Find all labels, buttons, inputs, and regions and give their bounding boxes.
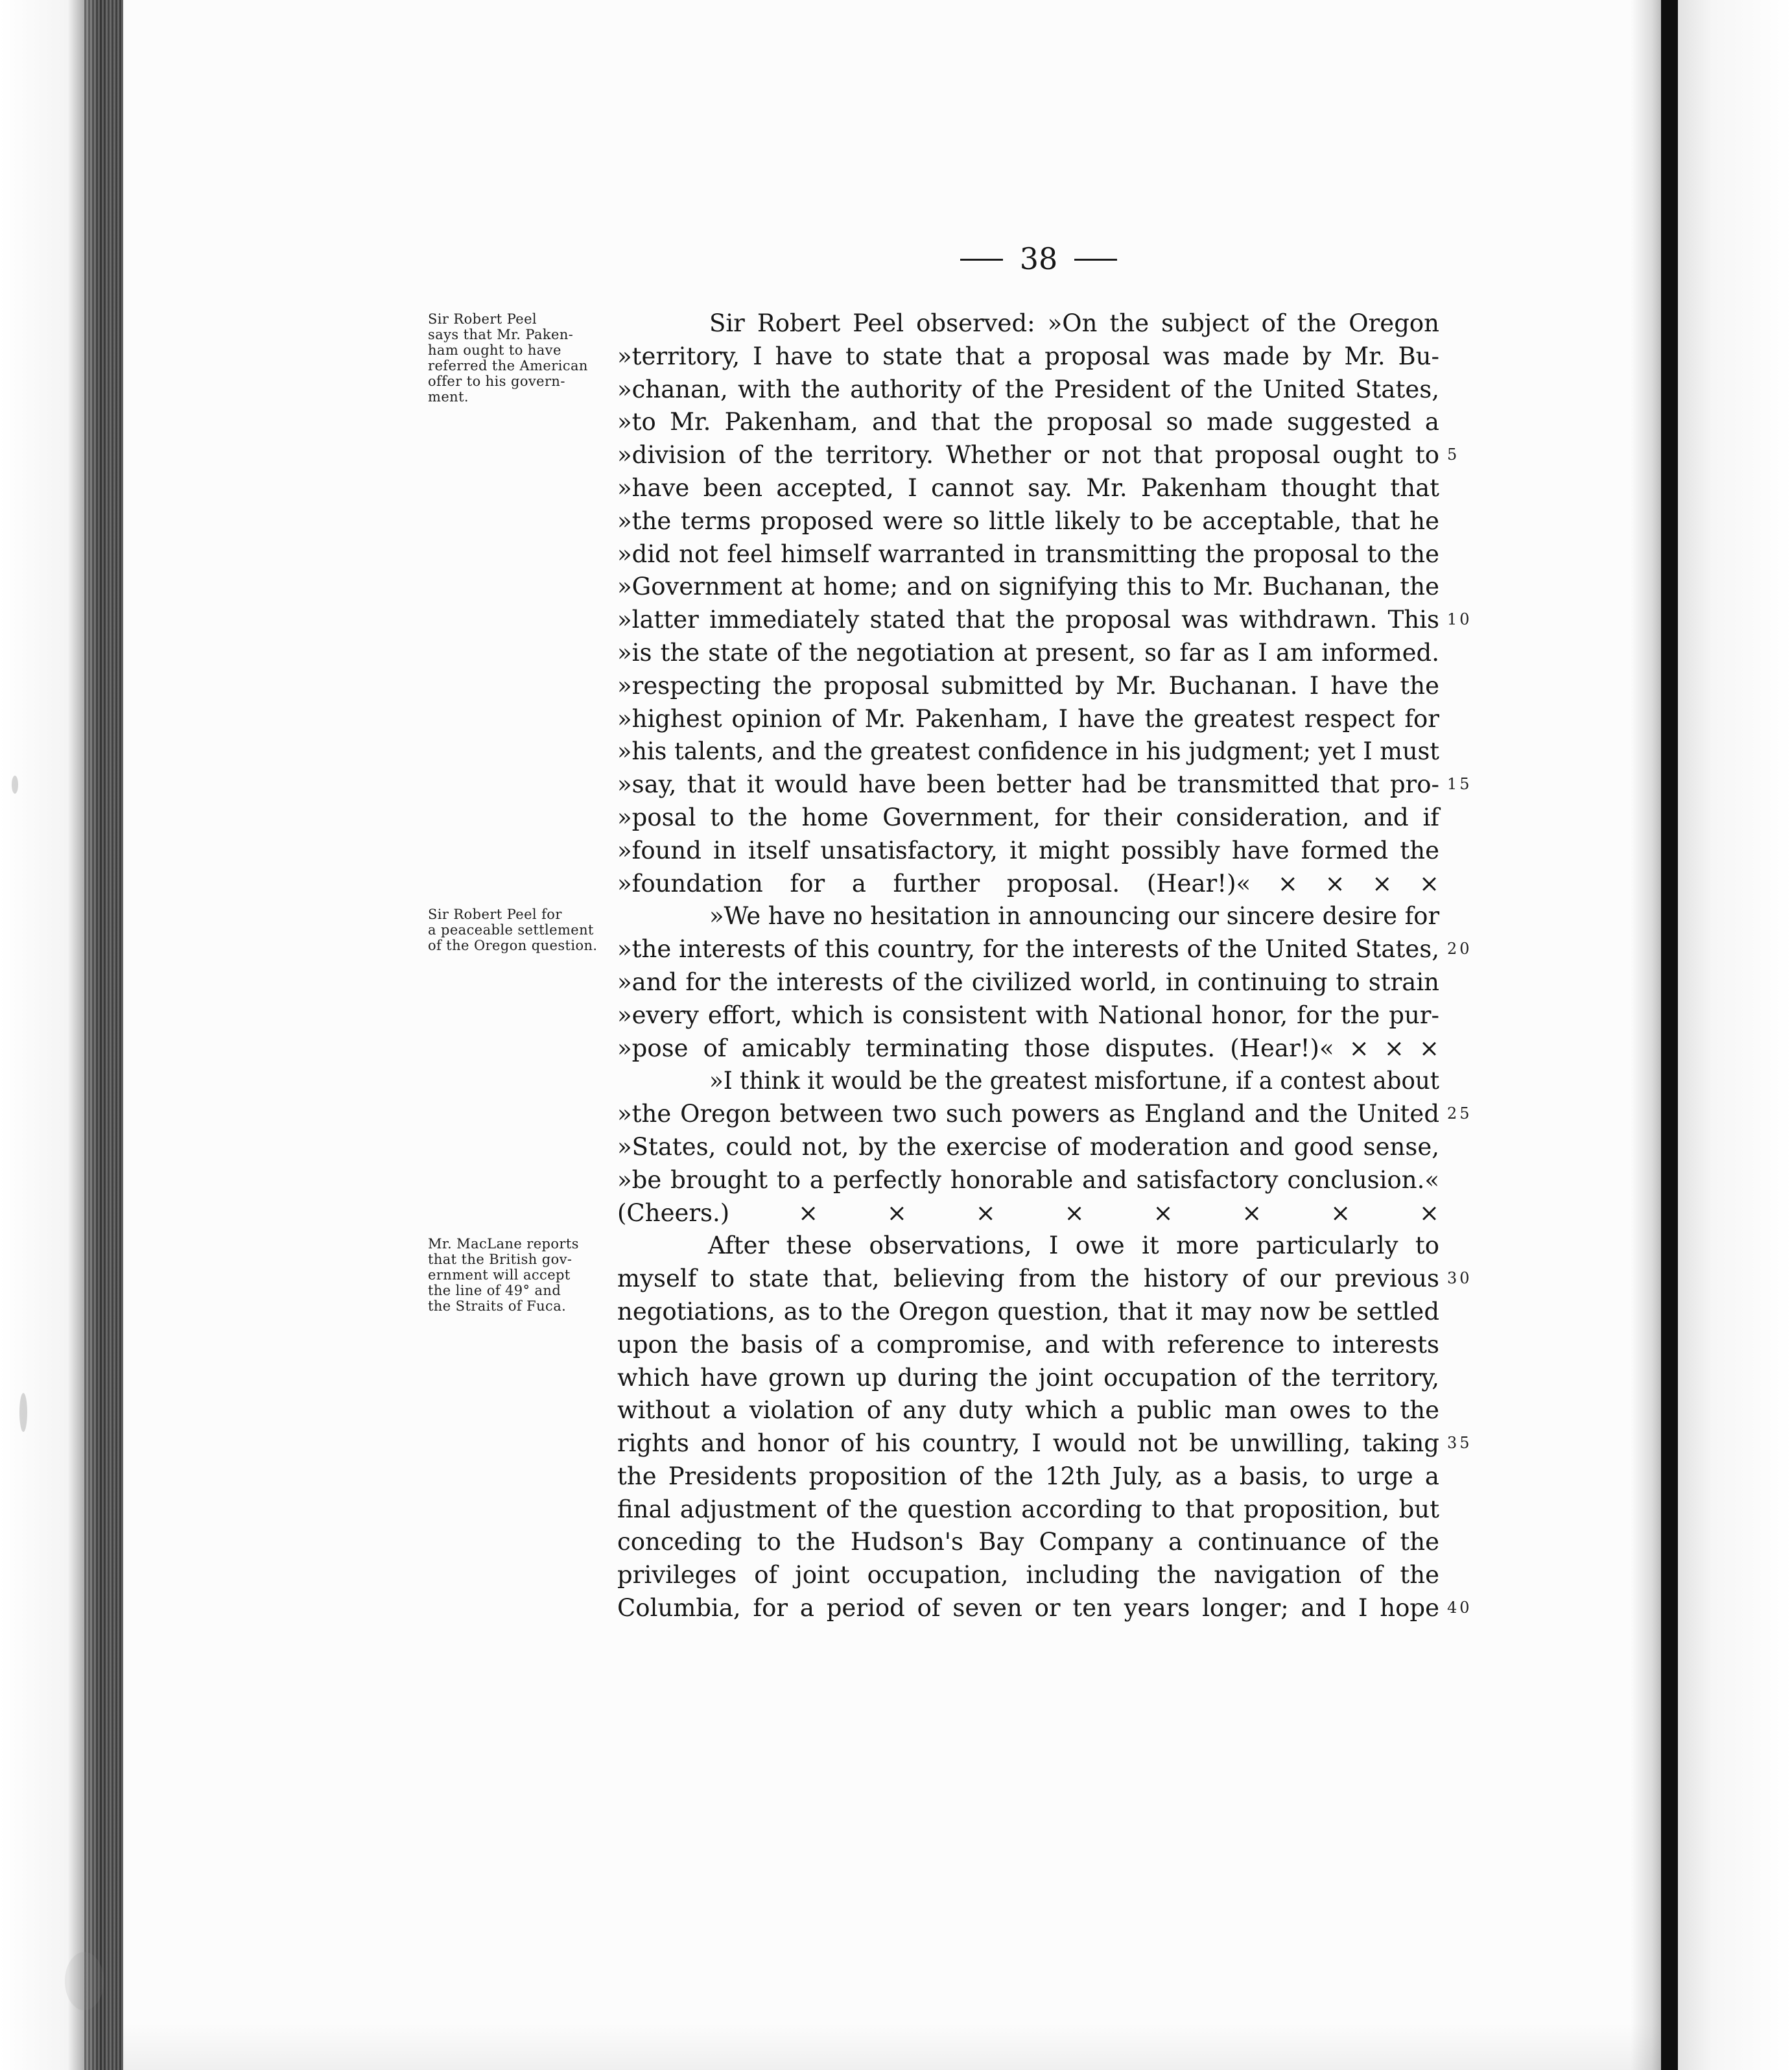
- body-line: [617, 406, 1439, 439]
- margin-note-line: Sir Robert Peel: [428, 311, 537, 327]
- body-line: [617, 505, 1439, 538]
- page-gutter: [1661, 0, 1678, 2070]
- body-line-text: »every effort, which is consistent with National honor, for the pur-: [617, 1001, 1439, 1029]
- body-line-text: »did not feel himself warranted in transmitting the proposal to the: [617, 540, 1439, 568]
- margin-note-line: that the British gov-: [428, 1252, 572, 1267]
- margin-note-peaceable-settlement: [428, 907, 609, 953]
- body-line: [617, 1526, 1439, 1559]
- body-line-text: negotiations, as to the Oregon question, that it may now be settled: [617, 1297, 1439, 1326]
- body-line-text: (Cheers.) × × × × × × × ×: [617, 1198, 1439, 1227]
- body-line: [617, 1032, 1439, 1065]
- body-line-text: »say, that it would have been better had be transmitted that pro-: [617, 770, 1439, 799]
- body-line: [617, 1559, 1439, 1592]
- body-line: [617, 374, 1439, 407]
- body-line-text: upon the basis of a compromise, and with reference to interests: [617, 1330, 1439, 1359]
- scan-smudge: [12, 776, 18, 794]
- body-line: [617, 340, 1439, 374]
- line-number: 20: [1447, 940, 1472, 958]
- body-line-text: »be brought to a perfectly honorable and satisfactory conclusion.«: [617, 1165, 1439, 1194]
- next-page-edge: [1678, 0, 1792, 2070]
- body-line: [617, 538, 1439, 571]
- body-line-text: »foundation for a further proposal. (Hear!)« × × × ×: [617, 869, 1439, 898]
- margin-note-maclane-reports: [428, 1236, 609, 1314]
- body-line: [617, 1131, 1439, 1164]
- body-line: [617, 1098, 1439, 1131]
- body-line-text: rights and honor of his country, I would not be unwilling, taking: [617, 1429, 1439, 1458]
- body-line: [617, 1362, 1439, 1395]
- body-line: [617, 571, 1439, 604]
- body-line-text: »highest opinion of Mr. Pakenham, I have the greatest respect for: [617, 704, 1439, 733]
- body-line-text: »his talents, and the greatest confidence in his judgment; yet I must: [617, 737, 1439, 766]
- body-line: [617, 1427, 1439, 1460]
- line-number: 35: [1447, 1434, 1472, 1452]
- body-line: [617, 1460, 1439, 1493]
- body-line: [617, 1065, 1439, 1098]
- page-number-header: [941, 241, 1136, 276]
- body-line-text: »Government at home; and on signifying this to Mr. Buchanan, the: [617, 573, 1439, 601]
- body-line-text: After these observations, I owe it more particularly to: [708, 1231, 1439, 1260]
- scan-binding-stripes: [84, 0, 123, 2070]
- page-number: 38: [1019, 241, 1058, 276]
- margin-note-line: the Straits of Fuca.: [428, 1298, 567, 1314]
- body-line-text: myself to state that, believing from the history of our previous: [617, 1265, 1439, 1293]
- margin-note-line: says that Mr. Paken-: [428, 327, 574, 342]
- line-number: 30: [1447, 1269, 1472, 1287]
- margin-note-line: of the Oregon question.: [428, 938, 598, 953]
- body-line-text: »chanan, with the authority of the President of the United States,: [617, 375, 1439, 403]
- body-line: [617, 933, 1439, 966]
- body-line-text: »respecting the proposal submitted by Mr. Buchanan. I have the: [617, 671, 1439, 700]
- body-line: [617, 670, 1439, 703]
- body-line: [617, 1329, 1439, 1362]
- body-line: [617, 1197, 1439, 1230]
- line-number: 40: [1447, 1599, 1472, 1617]
- margin-note-line: the line of 49° and: [428, 1283, 561, 1298]
- body-line-text: »division of the territory. Whether or not that proposal ought to: [617, 441, 1439, 470]
- body-line: [617, 768, 1439, 802]
- margin-note-line: ham ought to have: [428, 342, 561, 358]
- body-line: [617, 735, 1439, 768]
- header-dash-right: [1074, 259, 1117, 261]
- body-line-text: »to Mr. Pakenham, and that the proposal so made suggested a: [617, 408, 1439, 436]
- body-line-text: which have grown up during the joint occupation of the territory,: [617, 1363, 1439, 1392]
- margin-note-peel-pakenham: [428, 311, 609, 405]
- body-line-text: Columbia, for a period of seven or ten years longer; and I hope: [617, 1594, 1439, 1623]
- body-line-text: »is the state of the negotiation at present, so far as I am informed.: [617, 638, 1439, 667]
- body-line-text: »latter immediately stated that the proposal was withdrawn. This: [617, 606, 1439, 634]
- body-line-text: »and for the interests of the civilized world, in continuing to strain: [617, 968, 1439, 996]
- line-number: 25: [1447, 1104, 1472, 1123]
- body-line-text: privileges of joint occupation, including the navigation of the: [617, 1561, 1439, 1589]
- scan-smudge: [65, 1952, 104, 2010]
- body-line: [617, 1230, 1439, 1263]
- margin-note-line: referred the American: [428, 358, 588, 374]
- margin-note-line: ment.: [428, 389, 469, 405]
- body-line: [617, 868, 1439, 901]
- body-line: [617, 802, 1439, 835]
- body-line: [617, 1394, 1439, 1427]
- line-number: 15: [1447, 775, 1472, 793]
- body-line-text: final adjustment of the question according to that proposition, but: [617, 1495, 1439, 1523]
- body-line: [617, 472, 1439, 505]
- body-line-text: »pose of amicably terminating those disputes. (Hear!)« × × ×: [617, 1034, 1439, 1062]
- body-line-text: »the interests of this country, for the interests of the United States,: [617, 935, 1439, 964]
- body-line: [617, 439, 1439, 472]
- body-line-text: »the Oregon between two such powers as England and the United: [617, 1100, 1439, 1128]
- page-bottom-shadow: [123, 2023, 1661, 2070]
- body-line-text: »I think it would be the greatest misfortune, if a contest about: [709, 1067, 1440, 1095]
- body-line: [617, 900, 1439, 933]
- body-line-text: »posal to the home Government, for their consideration, and if: [617, 803, 1439, 831]
- body-line-text: »States, could not, by the exercise of moderation and good sense,: [617, 1132, 1439, 1161]
- body-line-text: conceding to the Hudson's Bay Company a continuance of the: [617, 1528, 1439, 1556]
- body-line: [617, 637, 1439, 670]
- body-line: [617, 835, 1439, 868]
- body-line: [617, 307, 1439, 340]
- body-line: [617, 999, 1439, 1032]
- body-line: [617, 1493, 1439, 1527]
- body-line-text: »territory, I have to state that a proposal was made by Mr. Bu-: [617, 342, 1439, 370]
- body-line: [617, 703, 1439, 736]
- scan-smudge: [19, 1393, 27, 1432]
- line-number: 10: [1447, 610, 1472, 628]
- body-text: [617, 307, 1439, 1625]
- body-line-text: Sir Robert Peel observed: »On the subject of the Oregon: [709, 309, 1439, 337]
- body-line-text: »have been accepted, I cannot say. Mr. Pakenham thought that: [617, 473, 1439, 502]
- body-line: [617, 1296, 1439, 1329]
- body-line-text: the Presidents proposition of the 12th July, as a basis, to urge a: [617, 1462, 1439, 1490]
- margin-note-line: a peaceable settlement: [428, 922, 594, 938]
- body-line: [617, 1592, 1439, 1625]
- margin-note-line: ernment will accept: [428, 1267, 571, 1283]
- body-line: [617, 1164, 1439, 1197]
- margin-note-line: offer to his govern-: [428, 374, 565, 389]
- margin-note-line: Sir Robert Peel for: [428, 907, 562, 922]
- body-line: [617, 604, 1439, 637]
- body-line-text: without a violation of any duty which a public man owes to the: [617, 1396, 1439, 1425]
- body-line: [617, 966, 1439, 999]
- body-line-text: »found in itself unsatisfactory, it might possibly have formed the: [617, 836, 1439, 864]
- margin-note-line: Mr. MacLane reports: [428, 1236, 579, 1252]
- header-dash-left: [960, 259, 1003, 261]
- page-edge-shadow: [1631, 0, 1661, 2070]
- body-line-text: »the terms proposed were so little likely to be acceptable, that he: [617, 506, 1439, 535]
- line-number: 5: [1447, 446, 1460, 464]
- body-line-text: »We have no hesitation in announcing our sincere desire for: [709, 902, 1440, 931]
- body-line: [617, 1263, 1439, 1296]
